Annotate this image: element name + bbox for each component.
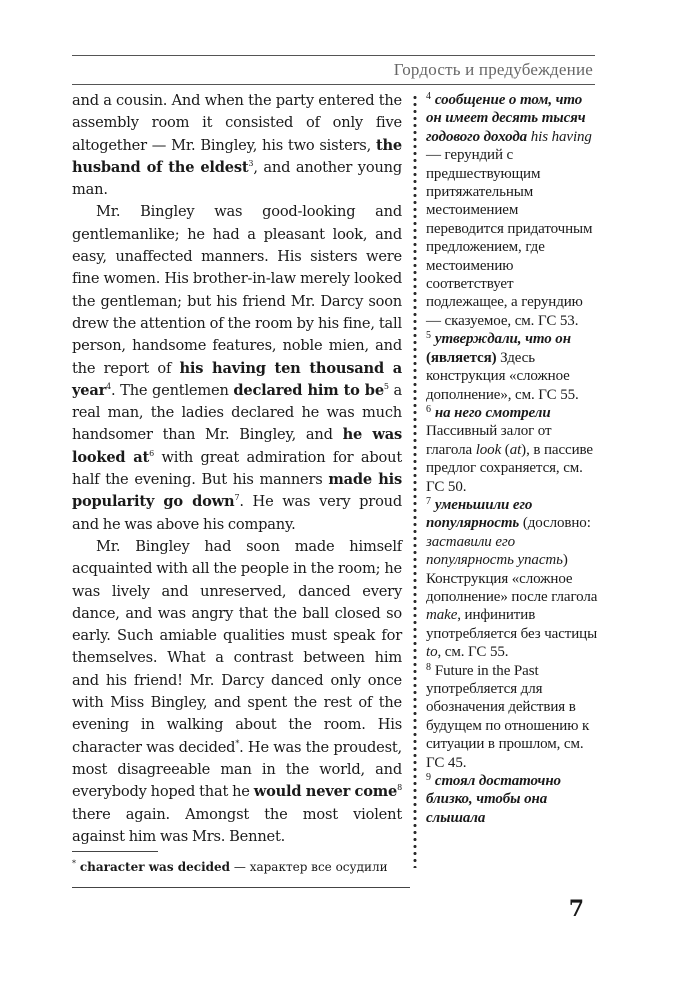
note-text: , см. ГС 55. — [437, 644, 509, 661]
bold-phrase: his having ten thousand a year — [72, 359, 402, 399]
note-4 — [426, 91, 598, 330]
note-literal: заставили его популярность упасть — [426, 533, 563, 569]
main-text-column — [72, 90, 402, 848]
text-run: Mr. Bingley was good-looking and gentlemanlike; he had a pleasant look, and easy, unaffected manners. His sisters were fine women. His brother-in-law merely looked the gentleman; but his friend Mr. Darcy soon drew the attention of the room by his fine, tall person, handsome features, noble mien, and the report of — [72, 203, 402, 377]
footnote — [72, 860, 402, 874]
paragraph-1 — [72, 90, 402, 201]
page-number: 7 — [568, 896, 584, 922]
note-translation-extra: (является) — [426, 349, 497, 366]
footnote-term: character was decided — [79, 860, 231, 874]
footnote-marker: * — [72, 859, 76, 868]
bold-phrase: the husband of the eldest — [72, 136, 402, 176]
note-text: — герундий с предшествующим притяжательным местоимением переводится придаточным предложением, где местоимению соответствует подлежащее, а герундию — сказуемое, см. ГС 53. — [426, 147, 593, 329]
note-8 — [426, 662, 598, 772]
note-translation: стоял достаточно близко, чтобы она слышала — [426, 773, 561, 826]
text-run: with great admiration for about half the evening. But his manners — [72, 448, 403, 489]
note-text: , инфинитив употребляется без частицы — [426, 607, 598, 642]
note-term: make — [426, 607, 458, 624]
running-header-title: Гордость и предубеждение — [393, 60, 593, 79]
note-ref: 3 — [248, 159, 254, 169]
text-run: . He was very proud and he was above his company. — [72, 493, 402, 533]
bold-phrase: declared him to be — [233, 381, 384, 399]
note-number: 9 — [426, 772, 431, 784]
bold-phrase: he was looked at — [72, 426, 402, 466]
bold-phrase: would never come — [253, 783, 398, 801]
note-number: 6 — [426, 403, 431, 415]
note-ref: 4 — [106, 382, 112, 391]
bold-phrase: made his popularity go down — [72, 471, 402, 511]
notes-column — [426, 91, 598, 827]
note-ref: 6 — [149, 448, 154, 458]
note-term: at — [509, 441, 522, 458]
footnote-rule — [72, 851, 158, 852]
note-number: 7 — [426, 495, 431, 507]
note-number: 8 — [426, 661, 431, 673]
note-number: 5 — [426, 330, 431, 342]
header-rule — [72, 55, 595, 56]
text-run: Mr. Bingley had soon made himself acquainted with all the people in the room; he was lively and unreserved, danced every dance, and was angry that the ball closed so early. Such amiable qualities must speak for themselves. What a contrast between him and his friend! Mr. Darcy danced only once with Miss Bingley, and spent the rest of the evening in walking about the room. His character was decided — [72, 537, 402, 756]
bottom-rule — [72, 887, 410, 888]
note-term: to — [426, 644, 438, 661]
text-run: ( — [501, 441, 510, 458]
note-6 — [426, 404, 598, 496]
note-text: (дословно: — [519, 515, 591, 532]
note-5 — [426, 330, 598, 404]
note-ref: 5 — [383, 382, 389, 391]
note-translation: сообщение о том, что он имеет десять тысяч годового дохода — [426, 92, 586, 145]
header-rule-bottom — [72, 84, 595, 85]
note-ref: 8 — [397, 783, 402, 793]
text-run: . The gentlemen — [111, 381, 234, 399]
note-term: his having — [530, 128, 592, 145]
note-text: Future in the Past употребляется для обозначения действия в будущем по отношению к ситуации в прошлом, см. ГС 45. — [426, 662, 590, 771]
note-text: Здесь конструкция «сложное дополнение», см. ГС 55. — [426, 349, 579, 403]
text-run: there again. Amongst the most violent against him was Mrs. Bennet. — [72, 805, 402, 845]
note-number: 4 — [426, 91, 431, 102]
footnote-ref: * — [235, 738, 240, 748]
dotted-column-separator — [412, 94, 418, 868]
note-7 — [426, 496, 598, 662]
note-9 — [426, 772, 598, 827]
note-text: Пассивный залог от глагола — [426, 423, 552, 458]
note-translation: на него смотрели — [434, 404, 551, 421]
note-text: ), в пассиве предлог сохраняется, см. ГС 50. — [426, 441, 593, 495]
text-run: and a cousin. And when the party entered the assembly room it consisted of only five altogether — Mr. Bingley, his two sisters, — [72, 92, 402, 154]
text-run: a real man, the ladies declared he was much handsomer than Mr. Bingley, and — [72, 381, 402, 444]
note-translation: уменьшили его популярность — [426, 496, 533, 532]
text-run: . He was the proudest, most disagreeable man in the world, and everybody hoped that he — [72, 738, 403, 801]
paragraph-3 — [72, 536, 402, 848]
note-term: look — [475, 441, 502, 458]
text-run: , and another young man. — [72, 158, 402, 199]
note-translation: утверждали, что он — [434, 331, 571, 348]
paragraph-2 — [72, 201, 402, 535]
note-ref: 7 — [234, 493, 240, 503]
footnote-text: — характер все осудили — [230, 860, 388, 874]
note-text: ) Конструкция «сложное дополнение» после глагола — [426, 552, 598, 605]
